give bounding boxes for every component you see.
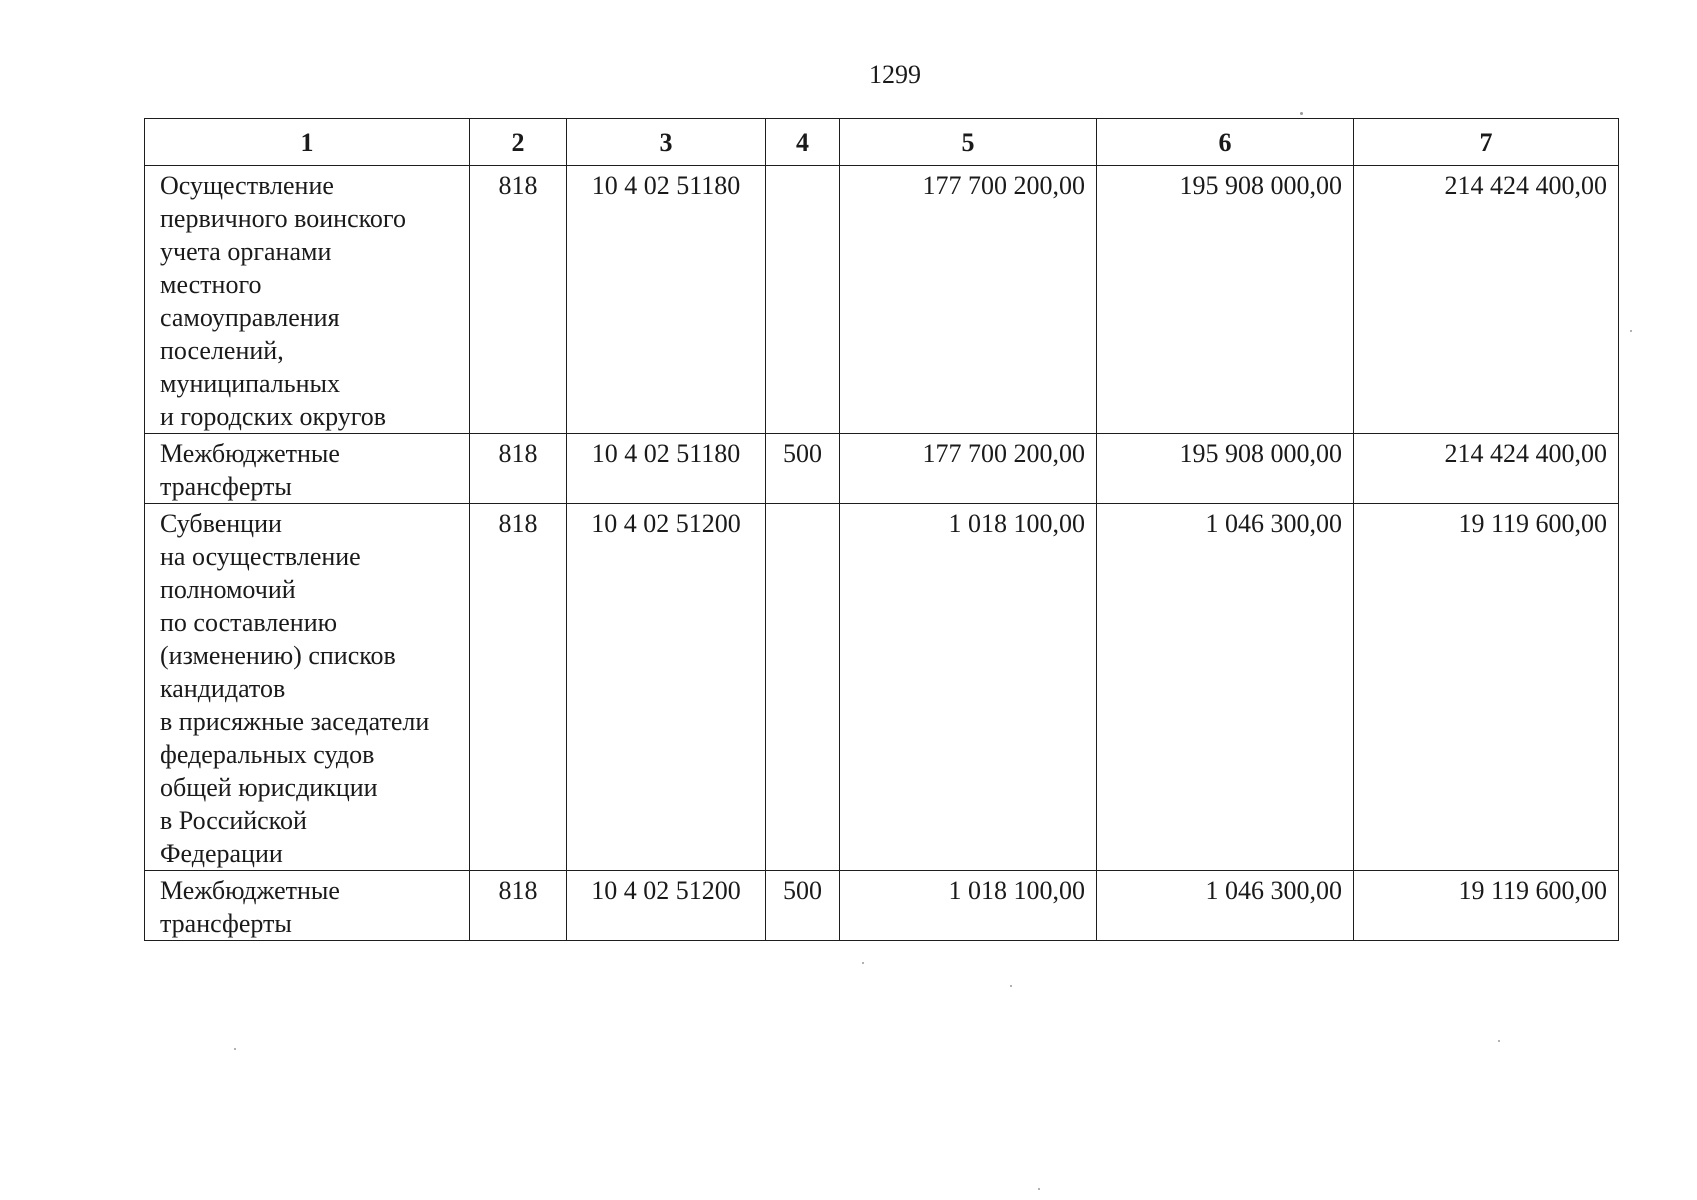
table-row <box>145 504 1619 871</box>
header-col-5: 5 <box>840 119 1097 166</box>
cell-col-4: 500 <box>766 434 840 504</box>
table-header-row <box>145 119 1619 166</box>
name-line: поселений, <box>160 336 284 365</box>
name-line: Осуществление <box>160 171 334 200</box>
name-line: кандидатов <box>160 674 286 703</box>
name-line: местного <box>160 270 262 299</box>
name-line: первичного воинского <box>160 204 406 233</box>
cell-col-5: 177 700 200,00 <box>840 434 1097 504</box>
cell-col-6: 195 908 000,00 <box>1097 434 1354 504</box>
cell-col-7: 19 119 600,00 <box>1354 504 1619 871</box>
table-row <box>145 434 1619 504</box>
row-name-cell <box>145 434 470 504</box>
name-line: трансферты <box>160 472 292 501</box>
name-line: и городских округов <box>160 402 387 431</box>
name-line: полномочий <box>160 575 296 604</box>
header-col-1: 1 <box>145 119 470 166</box>
cell-col-4 <box>766 504 840 871</box>
name-line: по составлению <box>160 608 338 637</box>
scan-speck <box>1038 1188 1040 1190</box>
cell-col-6: 1 046 300,00 <box>1097 871 1354 941</box>
cell-col-7: 214 424 400,00 <box>1354 166 1619 434</box>
name-line: в присяжные заседатели <box>160 707 430 736</box>
name-line: в Российской <box>160 806 307 835</box>
name-line: Межбюджетные <box>160 439 340 468</box>
name-line: трансферты <box>160 909 292 938</box>
scan-speck <box>1300 112 1303 115</box>
name-line: (изменению) списков <box>160 641 396 670</box>
cell-col-3: 10 4 02 51180 <box>567 166 766 434</box>
cell-col-4 <box>766 166 840 434</box>
cell-col-2: 818 <box>470 166 567 434</box>
scan-speck <box>234 1048 236 1050</box>
row-name-cell <box>145 504 470 871</box>
scan-speck <box>1498 1040 1500 1042</box>
header-col-2: 2 <box>470 119 567 166</box>
header-col-4: 4 <box>766 119 840 166</box>
table-row <box>145 871 1619 941</box>
name-line: Федерации <box>160 839 283 868</box>
row-name-cell <box>145 166 470 434</box>
header-col-6: 6 <box>1097 119 1354 166</box>
scan-speck <box>1630 330 1632 332</box>
cell-col-2: 818 <box>470 434 567 504</box>
header-col-3: 3 <box>567 119 766 166</box>
cell-col-2: 818 <box>470 871 567 941</box>
cell-col-7: 19 119 600,00 <box>1354 871 1619 941</box>
cell-col-5: 1 018 100,00 <box>840 504 1097 871</box>
name-line: самоуправления <box>160 303 340 332</box>
page-number: 1299 <box>869 60 921 89</box>
scan-speck <box>862 962 864 964</box>
cell-col-3: 10 4 02 51200 <box>567 871 766 941</box>
cell-col-7: 214 424 400,00 <box>1354 434 1619 504</box>
name-line: Субвенции <box>160 509 282 538</box>
name-line: на осуществление <box>160 542 361 571</box>
name-line: учета органами <box>160 237 332 266</box>
cell-col-5: 177 700 200,00 <box>840 166 1097 434</box>
header-col-7: 7 <box>1354 119 1619 166</box>
cell-col-3: 10 4 02 51200 <box>567 504 766 871</box>
cell-col-6: 195 908 000,00 <box>1097 166 1354 434</box>
cell-col-3: 10 4 02 51180 <box>567 434 766 504</box>
cell-col-6: 1 046 300,00 <box>1097 504 1354 871</box>
name-line: общей юрисдикции <box>160 773 378 802</box>
name-line: Межбюджетные <box>160 876 340 905</box>
cell-col-2: 818 <box>470 504 567 871</box>
cell-col-4: 500 <box>766 871 840 941</box>
row-name-cell <box>145 871 470 941</box>
table-row <box>145 166 1619 434</box>
budget-table <box>144 118 1619 941</box>
name-line: муниципальных <box>160 369 341 398</box>
cell-col-5: 1 018 100,00 <box>840 871 1097 941</box>
scan-speck <box>1010 985 1012 987</box>
name-line: федеральных судов <box>160 740 375 769</box>
